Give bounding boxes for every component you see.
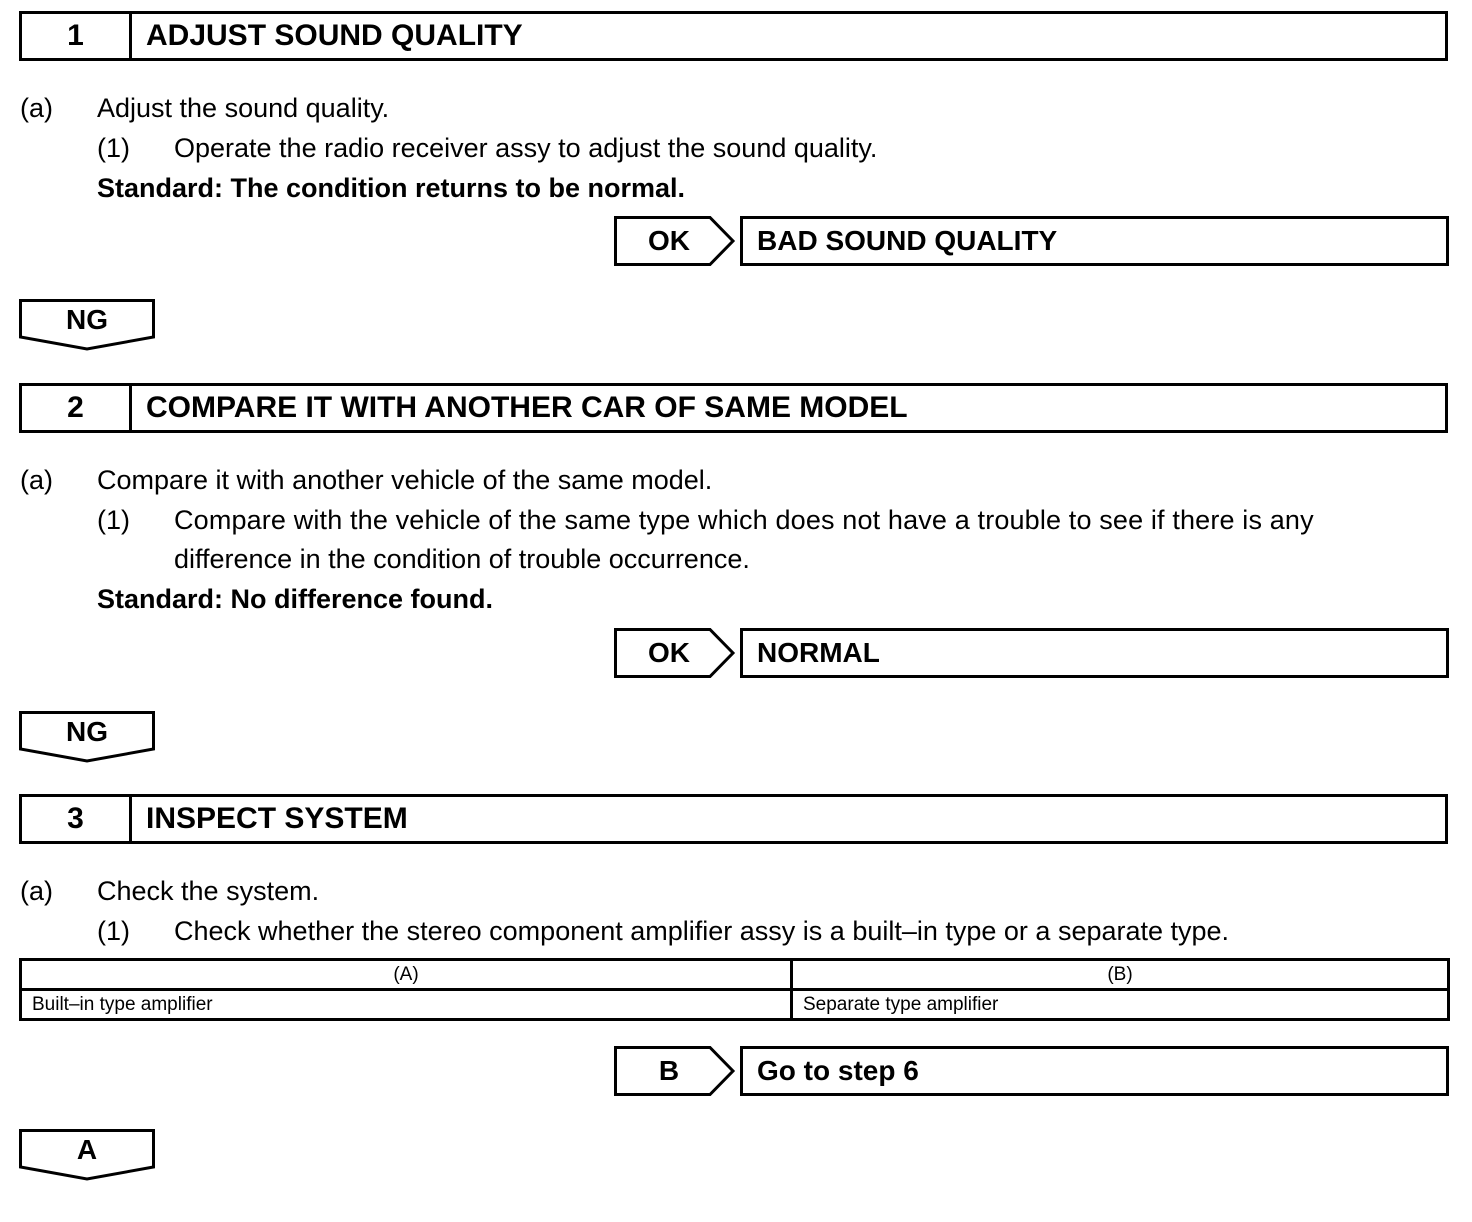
b-label: B [658,1055,680,1086]
step-title: INSPECT SYSTEM [146,802,408,835]
table-cell: Separate type amplifier [792,990,1449,1020]
table-header-row [21,960,1449,990]
step-title: ADJUST SOUND QUALITY [146,19,523,52]
sub-a-text: Adjust the sound quality. [97,93,390,123]
sub-1-text-line1: Compare with the vehicle of the same type which does not have a trouble to see if there is any [174,505,1314,535]
amplifier-type-table [19,958,1450,1021]
step-1-header [19,11,1448,61]
a-arrow [19,1129,155,1181]
table-header-cell: (A) [21,960,792,990]
step-2-header [19,383,1448,433]
sub-1-text: Operate the radio receiver assy to adjust the sound quality. [174,133,878,163]
b-result-box: Go to step 6 [740,1046,1449,1096]
sub-1-text: Check whether the stereo component amplifier assy is a built–in type or a separate type. [174,916,1230,946]
step-number: 1 [22,14,132,58]
ng-label: NG [66,304,108,335]
table-cell: Built–in type amplifier [21,990,792,1020]
step-title: COMPARE IT WITH ANOTHER CAR OF SAME MODEL [146,391,908,424]
step-number: 2 [22,386,132,430]
step-number: 3 [22,797,132,841]
sub-a-text: Check the system. [97,876,320,906]
sub-a-text: Compare it with another vehicle of the same model. [97,465,713,495]
ok-label: OK [648,225,690,256]
ng-arrow [19,299,155,351]
b-arrow [614,1046,736,1096]
ng-label: NG [66,716,108,747]
standard-text: Standard: No difference found. [97,584,494,614]
table-header-cell: (B) [792,960,1449,990]
sub-a-label: (a) [20,465,53,495]
ok-arrow [614,216,736,266]
ok-result-box: BAD SOUND QUALITY [740,216,1449,266]
ng-arrow [19,711,155,763]
sub-1-label: (1) [97,505,130,535]
table-row [21,990,1449,1020]
sub-1-text-line2: difference in the condition of trouble occurrence. [174,544,750,574]
sub-1-label: (1) [97,133,130,163]
sub-a-label: (a) [20,93,53,123]
ok-label: OK [648,637,690,668]
sub-a-label: (a) [20,876,53,906]
ok-result-box: NORMAL [740,628,1449,678]
standard-text: Standard: The condition returns to be normal. [97,173,686,203]
a-label: A [76,1134,98,1165]
sub-1-label: (1) [97,916,130,946]
ok-arrow [614,628,736,678]
step-3-header [19,794,1448,844]
